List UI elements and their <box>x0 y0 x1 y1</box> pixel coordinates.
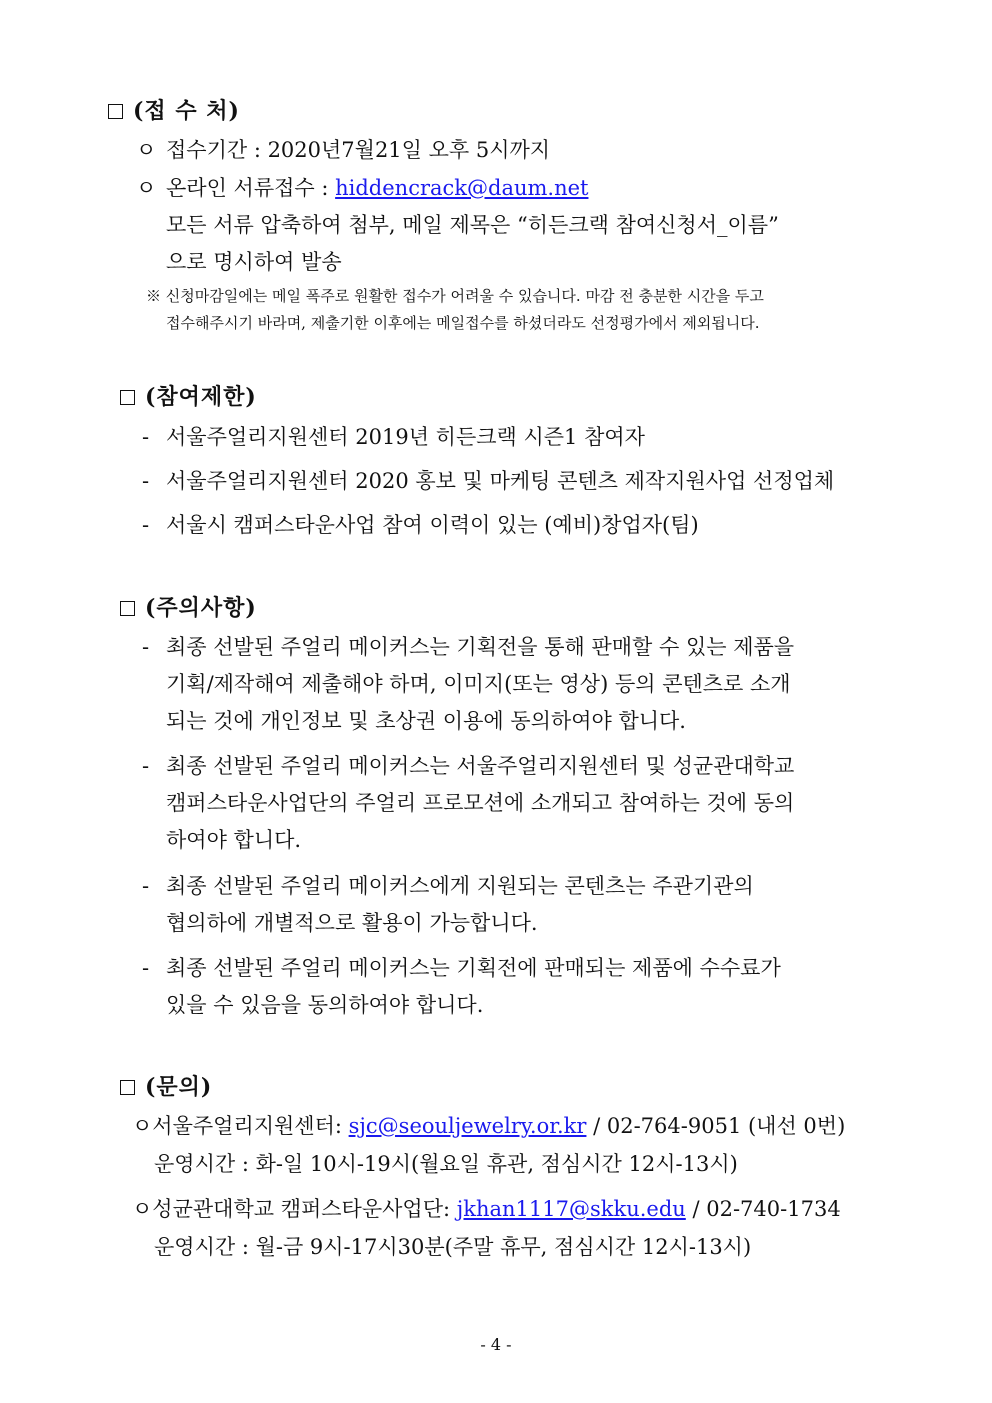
caution-item-2-line-2: 캠퍼스타운사업단의 주얼리 프로모션에 소개되고 참여하는 것에 동의 <box>166 791 795 815</box>
restriction-item: - 서울주얼리지원센터 2020 홍보 및 마케팅 콘텐츠 제작지원사업 선정업체 <box>142 469 835 493</box>
section-title-reception: (접 수 처) <box>108 94 240 125</box>
page-number: - 4 - <box>480 1335 512 1354</box>
checkbox-square-icon <box>120 1080 135 1095</box>
checkbox-square-icon <box>120 390 135 405</box>
center-email-link[interactable]: sjc@seouljewelry.or.kr <box>348 1114 587 1138</box>
inquiry-skku: ㅇ성균관대학교 캠퍼스타운사업단: jkhan1117@skku.edu / 02-740-1734 <box>132 1197 841 1221</box>
bullet-icon: ㅇ <box>132 1114 153 1138</box>
note-mark-icon: ※ <box>146 287 162 305</box>
caution-item-4-line-2: 있을 수 있음을 동의하여야 합니다. <box>166 993 484 1017</box>
restriction-item: - 서울주얼리지원센터 2019년 히든크랙 시즌1 참여자 <box>142 425 645 449</box>
reception-online-desc-1: 모든 서류 압축하여 첨부, 메일 제목은 “히든크랙 참여신청서_이름” <box>166 213 779 237</box>
caution-item-2-line-3: 하여야 합니다. <box>166 828 302 852</box>
skku-email-link[interactable]: jkhan1117@skku.edu <box>456 1197 686 1221</box>
inquiry-skku-hours: 운영시간 : 월-금 9시-17시30분(주말 휴무, 점심시간 12시-13시) <box>154 1235 752 1259</box>
caution-item-1-line-3: 되는 것에 개인정보 및 초상권 이용에 동의하여야 합니다. <box>166 709 686 733</box>
inquiry-center: ㅇ서울주얼리지원센터: sjc@seouljewelry.or.kr / 02-764-9051 (내선 0번) <box>132 1114 846 1138</box>
restriction-item: - 서울시 캠퍼스타운사업 참여 이력이 있는 (예비)창업자(팀) <box>142 513 699 537</box>
reception-online-desc-2: 으로 명시하여 발송 <box>166 250 342 274</box>
section-title-inquiry: (문의) <box>120 1070 212 1101</box>
caution-item-1: - 최종 선발된 주얼리 메이커스는 기획전을 통해 판매할 수 있는 제품을 <box>142 635 795 659</box>
reception-online: ㅇ 온라인 서류접수 : hiddencrack@daum.net <box>136 176 589 200</box>
section-title-restriction: (참여제한) <box>120 380 257 411</box>
reception-note-1: ※ 신청마감일에는 메일 폭주로 원활한 접수가 어려울 수 있습니다. 마감 전 충분한 시간을 두고 <box>146 287 764 305</box>
checkbox-square-icon <box>120 601 135 616</box>
reception-note-2: 접수해주시기 바라며, 제출기한 이후에는 메일접수를 하셨더라도 선정평가에서 제외됩니다. <box>166 314 760 332</box>
caution-item-1-line-2: 기획/제작해여 제출해야 하며, 이미지(또는 영상) 등의 콘텐츠로 소개 <box>166 672 791 696</box>
caution-item-2: - 최종 선발된 주얼리 메이커스는 서울주얼리지원센터 및 성균관대학교 <box>142 754 795 778</box>
caution-item-3: - 최종 선발된 주얼리 메이커스에게 지원되는 콘텐츠는 주관기관의 <box>142 874 754 898</box>
bullet-icon: ㅇ <box>136 138 157 162</box>
bullet-icon: ㅇ <box>132 1197 153 1221</box>
reception-period: ㅇ 접수기간 : 2020년7월21일 오후 5시까지 <box>136 138 551 162</box>
bullet-icon: ㅇ <box>136 176 157 200</box>
caution-item-4: - 최종 선발된 주얼리 메이커스는 기획전에 판매되는 제품에 수수료가 <box>142 956 781 980</box>
checkbox-square-icon <box>108 104 123 119</box>
caution-item-3-line-2: 협의하에 개별적으로 활용이 가능합니다. <box>166 911 538 935</box>
reception-email-link[interactable]: hiddencrack@daum.net <box>335 176 589 200</box>
section-title-caution: (주의사항) <box>120 591 257 622</box>
inquiry-center-hours: 운영시간 : 화-일 10시-19시(월요일 휴관, 점심시간 12시-13시) <box>154 1152 738 1176</box>
